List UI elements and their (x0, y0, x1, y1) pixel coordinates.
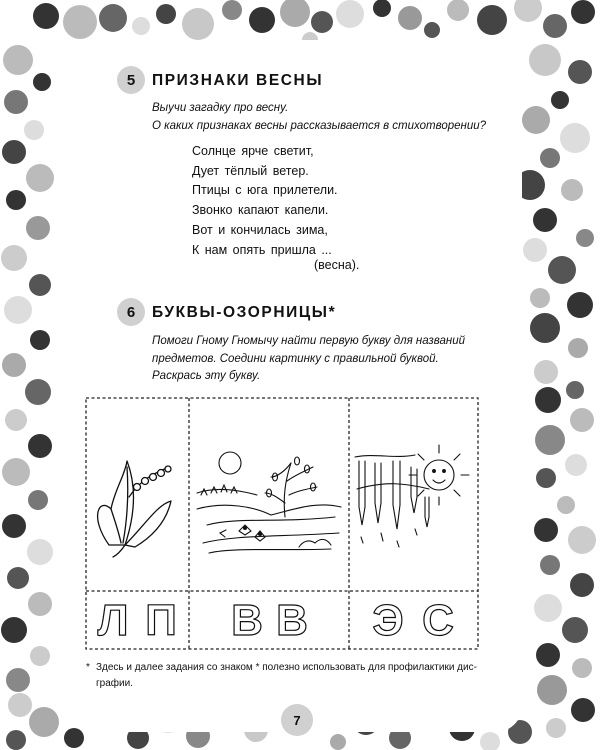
poem-line: Солнце ярче светит, (192, 144, 314, 158)
page-number: 7 (281, 704, 313, 736)
letter-option[interactable]: В (276, 596, 308, 645)
task-5-instructions (152, 100, 486, 135)
task-6-title: БУКВЫ-ОЗОРНИЦЫ* (152, 304, 337, 321)
task-6-number-badge: 6 (117, 298, 145, 326)
letter-option[interactable]: С (422, 596, 454, 645)
instruction-line: Раскрась эту букву. (152, 370, 261, 382)
footnote (86, 660, 526, 692)
poem-line: К нам опять пришла ... (192, 242, 332, 257)
spring-landscape-picture (197, 452, 341, 553)
matching-exercise (85, 397, 479, 650)
instruction-line: предметов. Соедини картинку с правильной буквой. (152, 352, 439, 365)
poem-line: Звонко капают капели. (192, 203, 329, 218)
letter-options (98, 596, 454, 645)
letter-option[interactable]: В (231, 596, 263, 645)
letter-option[interactable]: Э (372, 596, 404, 645)
poem-line: Птицы с юга прилетели. (192, 183, 338, 198)
instruction-line: О каких признаках весны рассказывается в стихотворении? (152, 119, 487, 132)
instruction-line: Выучи загадку про весну. (152, 102, 289, 114)
footnote-line: графии. (96, 678, 133, 689)
footnote-star: * (86, 662, 90, 673)
task-5-title: ПРИЗНАКИ ВЕСНЫ (152, 72, 324, 89)
task-6-instructions (152, 333, 465, 386)
task-5-number-badge: 5 (117, 66, 145, 94)
letter-option[interactable]: Л (97, 596, 129, 645)
footnote-line: Здесь и далее задания со знаком * полезно использовать для профилактики дис- (96, 662, 477, 673)
lily-of-the-valley-picture (98, 461, 171, 557)
letter-option[interactable]: П (145, 596, 177, 645)
icicles-and-sun-picture (355, 445, 469, 547)
poem-line: Вот и кончилась зима, (192, 222, 328, 237)
instruction-line: Помоги Гному Гномычу найти первую букву для названий (152, 335, 466, 347)
riddle-poem (192, 142, 338, 260)
poem-line: Дует тёплый ветер. (192, 163, 309, 178)
riddle-answer: (весна). (314, 258, 360, 272)
